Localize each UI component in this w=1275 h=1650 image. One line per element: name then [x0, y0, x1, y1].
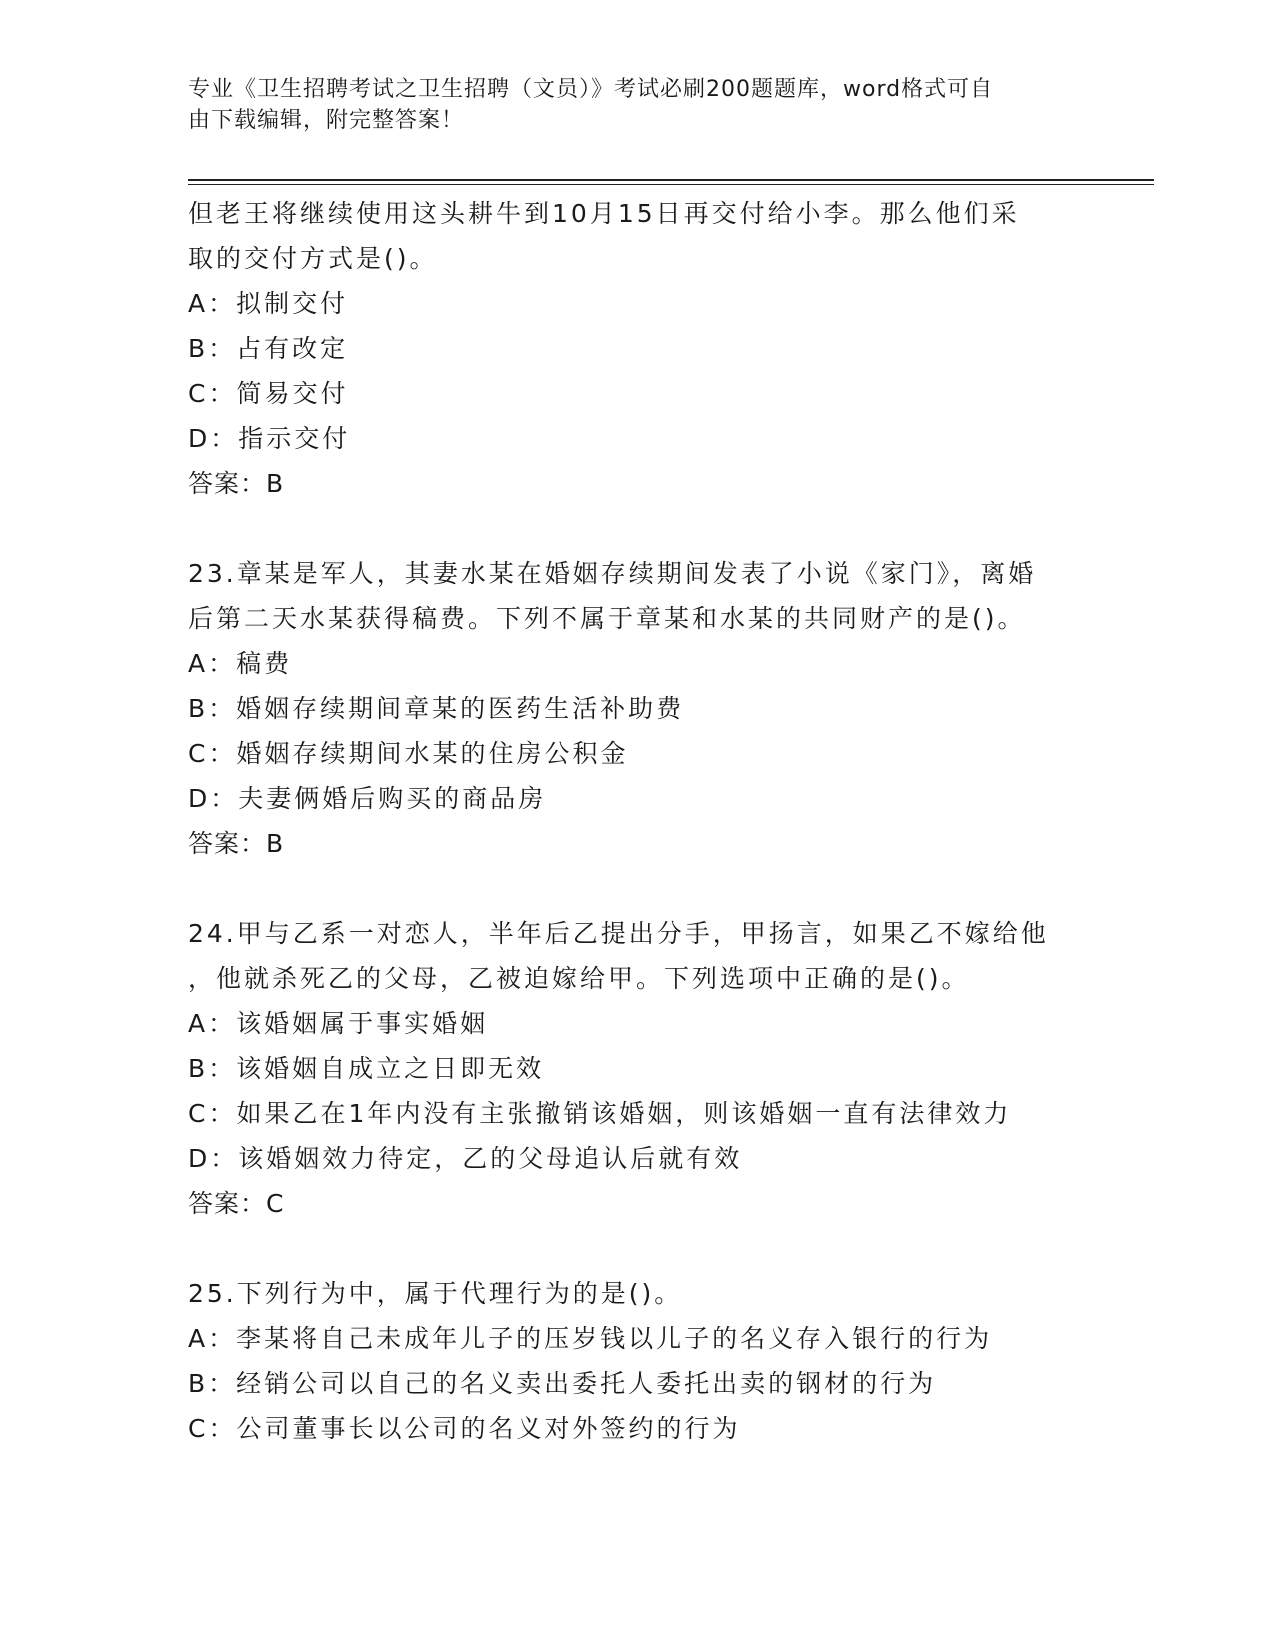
question-23	[188, 551, 1088, 866]
spacer	[188, 506, 1088, 551]
option-b: B：该婚姻自成立之日即无效	[188, 1054, 545, 1083]
option-a: A：稿费	[188, 649, 293, 678]
spacer	[188, 866, 1088, 911]
option-a: A：该婚姻属于事实婚姻	[188, 1009, 489, 1038]
answer-line: 答案：B	[188, 829, 285, 858]
question-stem-line: 取的交付方式是()。	[188, 244, 438, 273]
option-c: C：如果乙在1年内没有主张撤销该婚姻，则该婚姻一直有法律效力	[188, 1099, 1012, 1128]
question-stem-line: 23.章某是军人，其妻水某在婚姻存续期间发表了小说《家门》，离婚	[188, 559, 1037, 588]
question-22	[188, 191, 1088, 506]
option-b: B：占有改定	[188, 334, 349, 363]
question-25	[188, 1271, 1088, 1451]
answer-line: 答案：C	[188, 1189, 285, 1218]
header-divider-thick	[188, 179, 1154, 181]
question-stem-line: ，他就杀死乙的父母，乙被迫嫁给甲。下列选项中正确的是()。	[188, 964, 970, 993]
question-stem-line: 但老王将继续使用这头耕牛到10月15日再交付给小李。那么他们采	[188, 199, 1020, 228]
option-b: B：婚姻存续期间章某的医药生活补助费	[188, 694, 685, 723]
option-a: A：李某将自己未成年儿子的压岁钱以儿子的名义存入银行的行为	[188, 1324, 993, 1353]
option-a: A：拟制交付	[188, 289, 349, 318]
option-d: D：夫妻俩婚后购买的商品房	[188, 784, 547, 813]
question-stem-line: 25.下列行为中，属于代理行为的是()。	[188, 1279, 683, 1308]
spacer	[188, 1226, 1088, 1271]
option-d: D：指示交付	[188, 424, 351, 453]
header-divider-thin	[188, 184, 1154, 185]
option-c: C：简易交付	[188, 379, 349, 408]
option-c: C：婚姻存续期间水某的住房公积金	[188, 739, 629, 768]
question-stem-line: 24.甲与乙系一对恋人，半年后乙提出分手，甲扬言，如果乙不嫁给他	[188, 919, 1049, 948]
option-d: D：该婚姻效力待定，乙的父母追认后就有效	[188, 1144, 743, 1173]
document-header	[188, 74, 1088, 136]
question-24	[188, 911, 1088, 1226]
header-line-2: 由下载编辑，附完整答案！	[188, 108, 465, 133]
option-c: C：公司董事长以公司的名义对外签约的行为	[188, 1414, 741, 1443]
answer-line: 答案：B	[188, 469, 285, 498]
question-list	[188, 191, 1088, 1451]
question-stem-line: 后第二天水某获得稿费。下列不属于章某和水某的共同财产的是()。	[188, 604, 1026, 633]
option-b: B：经销公司以自己的名义卖出委托人委托出卖的钢材的行为	[188, 1369, 937, 1398]
header-line-1: 专业《卫生招聘考试之卫生招聘（文员）》考试必刷200题题库，word格式可自	[188, 77, 994, 102]
